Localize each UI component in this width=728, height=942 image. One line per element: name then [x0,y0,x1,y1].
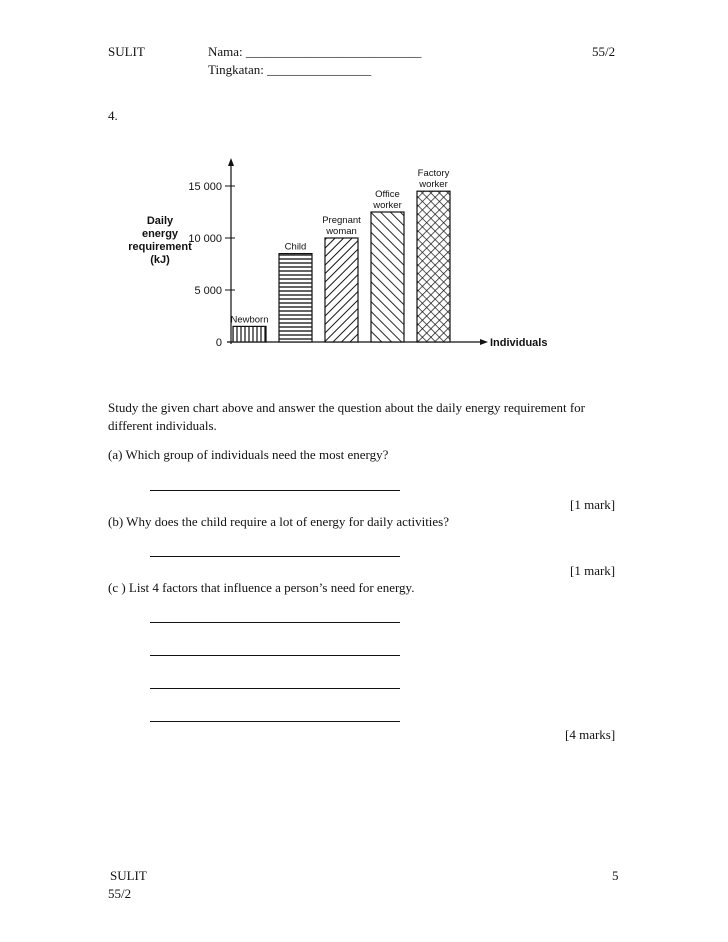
y-axis-arrow [228,158,234,166]
x-axis-arrow [480,339,488,345]
bar-label: Office [375,189,400,200]
footer-sulit: SULIT [110,868,147,883]
energy-chart [100,150,560,370]
answer-line-a[interactable] [150,490,400,491]
bar-label: worker [419,179,448,191]
part-c-text: (c ) List 4 factors that influence a person’s need for energy. [108,580,415,595]
part-c-mark: [4 marks] [565,727,616,742]
y-axis-label: (kJ) [150,254,170,266]
bar-4 [417,191,450,342]
bar-2 [325,238,358,342]
bar-label: worker [373,200,402,211]
bar-3 [371,212,404,342]
tingkatan-field: Tingkatan: ________________ [208,62,372,77]
bar-label: Factory [417,168,450,180]
footer-code: 55/2 [108,886,132,901]
header-sulit: SULIT [108,44,145,59]
bar-label: woman [326,226,357,237]
part-b-text: (b) Why does the child require a lot of energy for daily activities? [108,514,450,529]
bar-label: Child [284,241,307,253]
part-b-mark: [1 mark] [570,563,616,578]
part-a-mark: [1 mark] [570,497,616,512]
y-tick-label: 5 000 [194,285,222,297]
page-number: 5 [612,868,619,883]
y-axis-label: energy [141,228,179,240]
bar-label: Newborn [230,314,269,326]
nama-field: Nama: ___________________________ [208,44,422,59]
part-a-text: (a) Which group of individuals need the most energy? [108,447,389,462]
y-tick-label: 0 [215,337,222,349]
question-number: 4. [108,108,118,123]
bar-1 [279,254,312,342]
answer-line-c3[interactable] [150,688,400,689]
y-axis-label: requirement [128,241,192,253]
answer-line-c2[interactable] [150,655,400,656]
x-axis-label: Individuals [490,337,548,349]
bar-label: Pregnant [322,215,361,226]
question-intro: Study the given chart above and answer the question about the daily energy requirement for different individuals. [108,400,586,433]
y-axis-label: Daily [146,215,174,227]
answer-line-b[interactable] [150,556,400,557]
answer-line-c4[interactable] [150,721,400,722]
header-code: 55/2 [592,44,616,59]
bar-0 [233,326,266,342]
y-tick-label: 15 000 [188,181,222,193]
answer-line-c1[interactable] [150,622,400,623]
y-tick-label: 10 000 [188,233,222,245]
